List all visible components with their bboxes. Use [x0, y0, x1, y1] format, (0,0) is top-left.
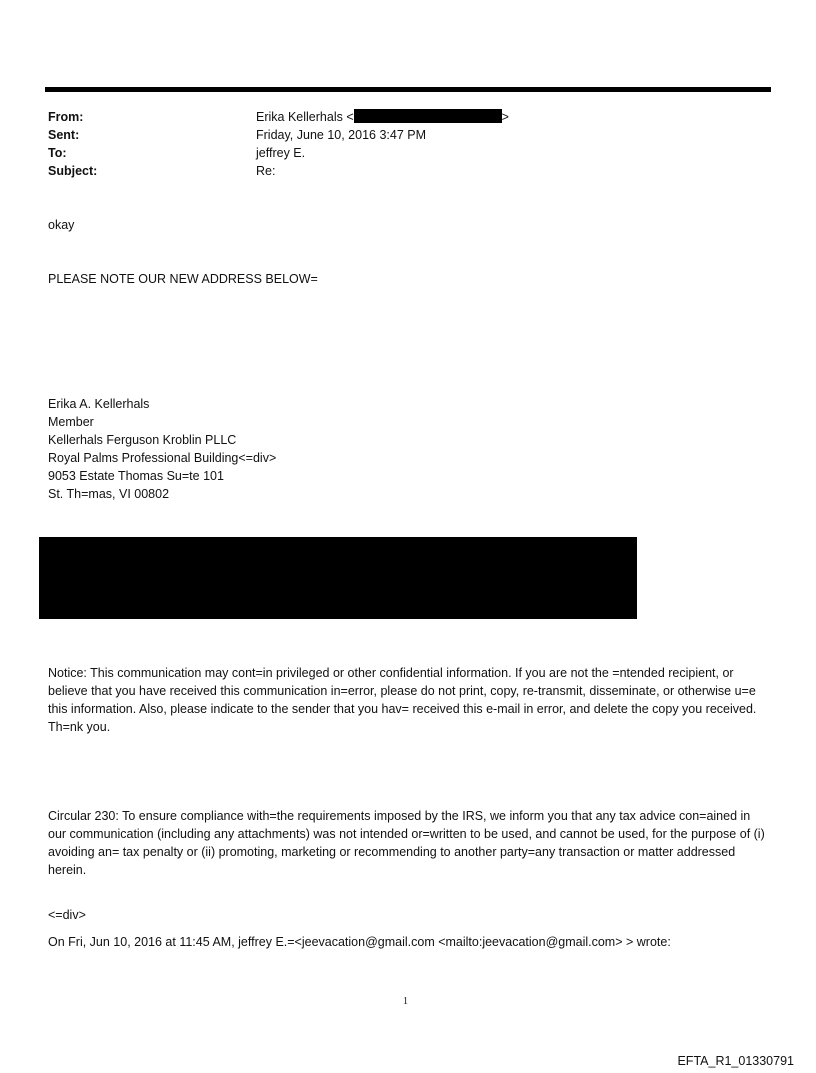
from-close: >: [501, 110, 509, 124]
from-row: [48, 108, 83, 126]
quoted-reply-line: On Fri, Jun 10, 2016 at 11:45 AM, jeffrey E.=<jeevacation@gmail.com <mailto:jeevacation@gmail.com> > wrote:: [48, 935, 671, 949]
signature-line: Royal Palms Professional Building<=div>: [48, 451, 277, 465]
subject-value: Re:: [256, 164, 276, 178]
confidentiality-notice: Notice: This communication may cont=in privileged or other confidential information. If you are not the =ntended recipient, or believe that you have received this communication in=error, please do not print, copy, re-transmit, disseminate, or otherwise u=e this information. Also, please indicate to the sender that you hav= received this e-mail in error, and delete the copy you received. Th=nk you.: [48, 666, 757, 734]
sent-value: Friday, June 10, 2016 3:47 PM: [256, 128, 427, 142]
signature-line: 9053 Estate Thomas Su=te 101: [48, 469, 224, 483]
bates-number: EFTA_R1_01330791: [677, 1054, 794, 1068]
subject-label: Subject:: [48, 164, 98, 178]
greeting-text: okay: [48, 218, 75, 232]
from-label: From:: [48, 110, 84, 124]
to-row: [48, 144, 67, 162]
from-email-redaction: [354, 109, 502, 123]
subject-row: [48, 162, 97, 180]
address-note: PLEASE NOTE OUR NEW ADDRESS BELOW=: [48, 272, 318, 286]
from-name: Erika Kellerhals <: [256, 110, 354, 124]
to-value: jeffrey E.: [256, 146, 306, 160]
signature-line: Erika A. Kellerhals: [48, 397, 150, 411]
to-label: To:: [48, 146, 67, 160]
div-tag-text: <=div>: [48, 908, 86, 922]
sent-row: [48, 126, 79, 144]
signature-line: Member: [48, 415, 94, 429]
header-rule: [45, 87, 771, 92]
signature-line: Kellerhals Ferguson Kroblin PLLC: [48, 433, 237, 447]
redaction-block: [39, 537, 637, 619]
page-number: 1: [403, 996, 408, 1007]
signature-line: St. Th=mas, VI 00802: [48, 487, 170, 501]
sent-label: Sent:: [48, 128, 80, 142]
circular-230-notice: Circular 230: To ensure compliance with=the requirements imposed by the IRS, we inform you that any tax advice con=ained in our communication (including any attachments) was not intended or=written to be used, and cannot be used, for the purpose of (i) avoiding an= tax penalty or (ii) promoting, marketing or recommending to another party=any transaction or matter addressed herein.: [48, 809, 765, 877]
from-value: [256, 108, 509, 126]
